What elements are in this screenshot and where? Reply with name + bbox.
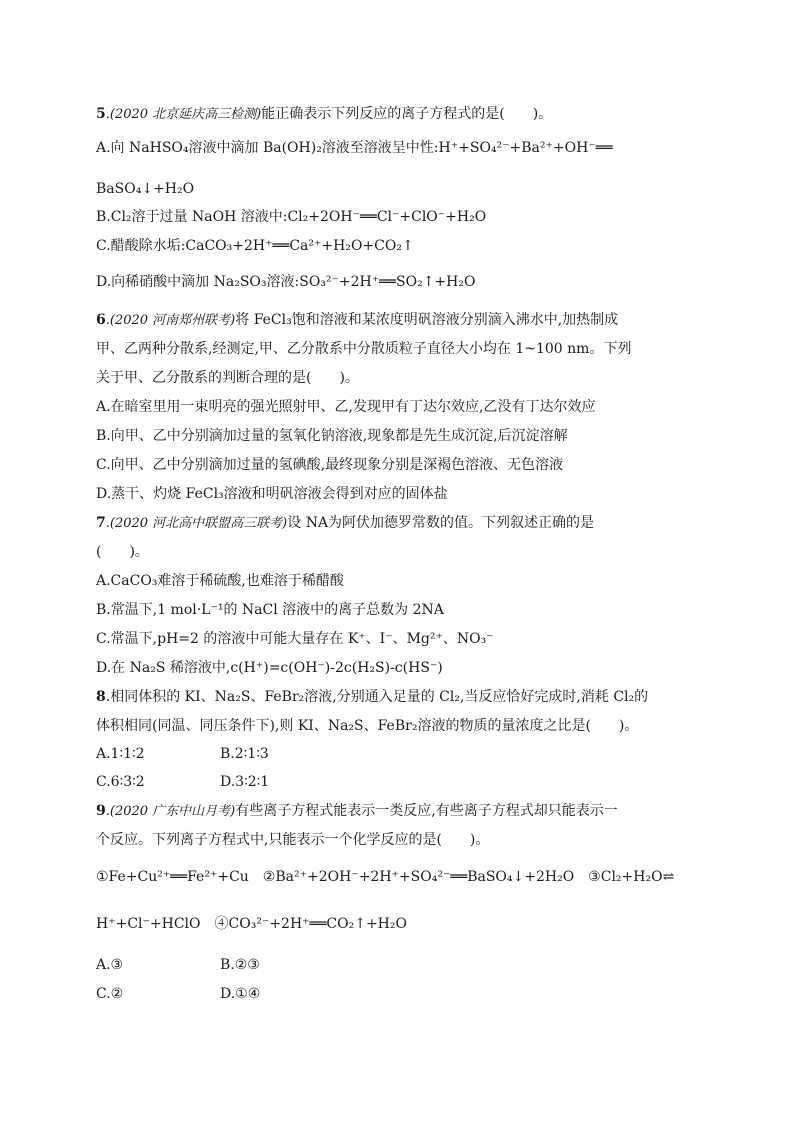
q8-option-b: B.2∶1∶3 — [220, 746, 269, 762]
q6-stem-line3: 关于甲、乙分散系的判断合理的是( )。 — [96, 370, 359, 386]
question-5-stem — [96, 104, 552, 125]
q8-option-d: D.3∶2∶1 — [220, 774, 270, 790]
q9-option-d: D.①④ — [220, 986, 261, 1002]
q7-option-c: C.常温下,pH=2 的溶液中可能大量存在 K⁺、I⁻、Mg²⁺、NO₃⁻ — [96, 631, 494, 647]
q6-option-a: A.在暗室里用一束明亮的强光照射甲、乙,发现甲有丁达尔效应,乙没有丁达尔效应 — [96, 399, 596, 415]
q9-options-row2 — [96, 984, 261, 1004]
question-text: .相同体积的 KI、Na₂S、FeBr₂溶液,分别通入足量的 Cl₂,当反应恰好完成时,消耗 Cl₂的 — [105, 689, 649, 705]
question-source: .(2020 河南郑州联考) — [105, 313, 236, 328]
q9-stem-line2: 个反应。下列离子方程式中,只能表示一个化学反应的是( )。 — [96, 832, 490, 848]
question-source: .(2020 河北高中联盟高三联考) — [105, 516, 288, 531]
q7-option-b: B.常温下,1 mol·L⁻¹的 NaCl 溶液中的离子总数为 2NA — [96, 602, 444, 618]
q9-option-a: A.③ — [96, 957, 124, 973]
q9-option-c: C.② — [96, 986, 124, 1002]
q7-option-d: D.在 Na₂S 稀溶液中,c(H⁺)=c(OH⁻)-2c(H₂S)-c(HS⁻) — [96, 660, 443, 676]
question-number: 9 — [96, 803, 106, 819]
question-number: 8 — [96, 689, 106, 705]
question-source: .(2020 广东中山月考) — [105, 804, 236, 819]
question-9-stem — [96, 801, 618, 822]
question-number: 5 — [96, 106, 106, 122]
q6-stem-line2: 甲、乙两种分散系,经测定,甲、乙分散系中分散质粒子直径大小均在 1~100 nm。下列 — [96, 341, 632, 357]
q8-options-row1 — [96, 744, 269, 764]
q9-equations-line1: ①Fe+Cu²⁺══Fe²⁺+Cu ②Ba²⁺+2OH⁻+2H⁺+SO₄²⁻══BaSO₄↓+2H₂O ③Cl₂+H₂O⇌ — [96, 869, 675, 885]
q9-option-b: B.②③ — [220, 957, 260, 973]
question-text: 有些离子方程式能表示一类反应,有些离子方程式却只能表示一 — [235, 803, 618, 819]
q6-option-b: B.向甲、乙中分别滴加过量的氢氧化钠溶液,现象都是先生成沉淀,后沉淀溶解 — [96, 428, 568, 444]
q8-option-c: C.6∶3∶2 — [96, 774, 145, 790]
q5-option-d: D.向稀硝酸中滴加 Na₂SO₃溶液:SO₃²⁻+2H⁺══SO₂↑+H₂O — [96, 274, 476, 290]
q5-option-a-line1: A.向 NaHSO₄溶液中滴加 Ba(OH)₂溶液至溶液呈中性:H⁺+SO₄²⁻+Ba²⁺+OH⁻══ — [96, 140, 613, 156]
question-8-stem — [96, 687, 648, 707]
q5-option-b: B.Cl₂溶于过量 NaOH 溶液中:Cl₂+2OH⁻══Cl⁻+ClO⁻+H₂O — [96, 209, 487, 225]
q9-equations-line2: H⁺+Cl⁻+HClO ④CO₃²⁻+2H⁺══CO₂↑+H₂O — [96, 916, 407, 932]
q5-option-c: C.醋酸除水垢:CaCO₃+2H⁺══Ca²⁺+H₂O+CO₂↑ — [96, 238, 414, 254]
question-number: 6 — [96, 312, 106, 328]
q5-option-a-line2: BaSO₄↓+H₂O — [96, 181, 195, 197]
q6-option-c: C.向甲、乙中分别滴加过量的氢碘酸,最终现象分别是深褐色溶液、无色溶液 — [96, 457, 564, 473]
question-text: 能正确表示下列反应的离子方程式的是( )。 — [261, 106, 553, 122]
question-7-stem — [96, 513, 594, 534]
question-source: .(2020 北京延庆高三检测) — [105, 107, 262, 122]
q8-options-row2 — [96, 772, 270, 792]
q7-option-a: A.CaCO₃难溶于稀硫酸,也难溶于稀醋酸 — [96, 573, 344, 589]
question-6-stem — [96, 310, 618, 331]
question-text: 将 FeCl₃饱和溶液和某浓度明矾溶液分别滴入沸水中,加热制成 — [235, 312, 619, 328]
q8-option-a: A.1∶1∶2 — [96, 746, 145, 762]
question-number: 7 — [96, 515, 106, 531]
q9-options-row1 — [96, 955, 260, 975]
q6-option-d: D.蒸干、灼烧 FeCl₃溶液和明矾溶液会得到对应的固体盐 — [96, 486, 448, 502]
question-text: 设 NA为阿伏加德罗常数的值。下列叙述正确的是 — [287, 515, 595, 531]
q8-stem-line2: 体积相同(同温、同压条件下),则 KI、Na₂S、FeBr₂溶液的物质的量浓度之比是( )。 — [96, 718, 639, 734]
q7-stem-line2: ( )。 — [96, 544, 149, 560]
